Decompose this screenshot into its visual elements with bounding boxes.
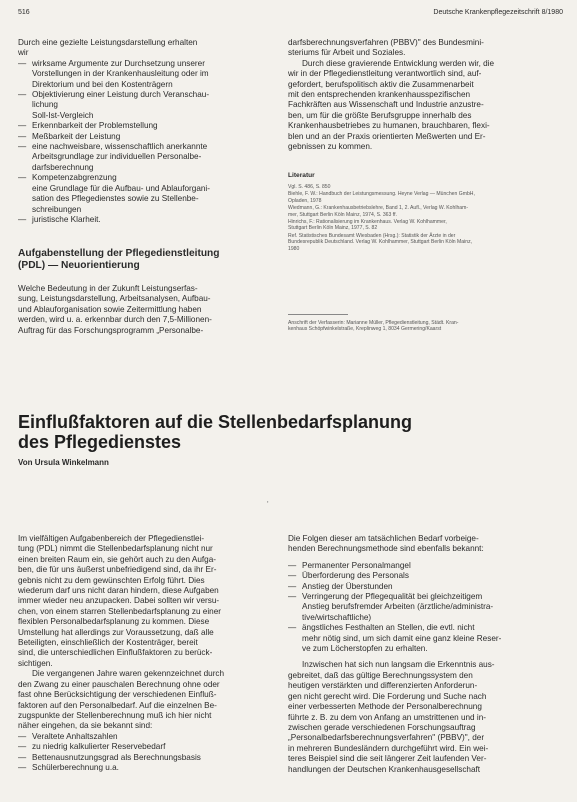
col4-intro: Die Folgen dieser am tatsächlichen Bedarf vorbeige- henden Berechnungsmethode sind ebenfalls bekannt: <box>288 534 484 554</box>
literature-item: Biehle, F. W.: Handbuch der Leistungsmessung. Heyne Verlag — München GmbH, Opladen, 1978 <box>288 191 475 204</box>
col2-paragraph-1: darfsberechnungsverfahren (PBBV)" des Bundesmini- steriums für Arbeit und Soziales. <box>288 38 484 58</box>
col3-paragraph-1: Im vielfältigen Aufgabenbereich der Pflegedienstlei- tung (PDL) nimmt die Stellenbedarfsplanung nicht nur einen breiten Raum ein, sie gehört auch zu den Aufga- ben, die für uns äußerst unbefriedigend sind, da ihr Er- gebnis nicht zu dem gewünschten Erfolg führt. Dies wiederum darf uns nicht daran hindern, diese Aufgaben immer wieder neu anzupacken. Dabei sollten wir versu- chen, von einem starren Stellenbedarfsplanung zu einer flexiblen Personalbedarfsplanung zu kommen. Diese Umstellung hat allerdings zur Voraussetzung, daß alle Beteiligten, einschließlich der Kostenträger, bereit sind, die unterschiedlichen Einflußfaktoren zu berück- sichtigen. <box>18 534 221 668</box>
col3-paragraph-2: Die vergangenen Jahre waren gekennzeichnet durch den Zwang zu einer pauschalen Berechnung ohne oder fast ohne Berücksichtigung der verschiedenen Einfluß- faktoren auf den Personalbedarf. Auf die einzelnen Be- zugspunkte der Stellenberechnung muß ich hier nicht näher eingehen, da sie bekannt sind: <box>18 669 225 731</box>
col2-paragraph-2: Durch diese gravierende Entwicklung werden wir, die wir in der Pflegedienstleitung verantwortlich sind, auf- gefordert, berufspolitisch aktiv die Zusammenarbeit mit den entsprechenden krankenhausspezifischen Fachkräften aus Wissenschaft und Industrie anzustre- ben, um für die größte Berufsgruppe innerhalb des Krankenhausbetriebes zu humanen, brauchbaren, flexi- blen und an der Praxis orientierten Meßwerten und Er- gebnissen zu kommen. <box>288 58 495 152</box>
section-heading: Aufgabenstellung der Pflegedienstleitung (PDL) — Neuorientierung <box>18 248 220 271</box>
list-item: — zu niedrig kalkulierter Reservebedarf <box>18 742 270 752</box>
benefit-list <box>18 59 270 226</box>
list-item: — Veraltete Anhaltszahlen <box>18 732 270 742</box>
list-item: — Überforderung des Personals <box>288 571 556 581</box>
factor-list <box>18 732 270 774</box>
author-address: Anschrift der Verfasserin: Marianne Müller, Pflegedienstleitung, Städt. Kran- kenhaus Schöpfwinkelstraße, Kreplinweg 1, 8034 Germering/Kaarst <box>288 320 459 333</box>
stray-mark: ' <box>267 500 269 509</box>
section-paragraph: Welche Bedeutung in der Zukunft Leistungserfas- sung, Leistungsdarstellung, Arbeitsanalysen, Aufbau- und Ablauforganisation sowie Zeitermittlung haben werden, wird u. a. erkennbar durch den 7,5-Millionen- Auftrag für das Forschungsprogramm „Personalbe- <box>18 284 212 335</box>
literature-item: Wiedmann, G.: Krankenhausbetriebslehre, Band 1, 2. Aufl., Verlag W. Kohlham- mer, Stuttgart Berlin Köln Mainz, 1974, S. 363 ff. <box>288 205 469 218</box>
list-item: — eine nachweisbare, wissenschaftlich anerkannte Arbeitsgrundlage zur individuellen Personalbe- darfsberechnung <box>18 142 270 173</box>
consequence-list <box>288 561 556 655</box>
literature-title: Literatur <box>288 172 315 179</box>
list-item: — Verringerung der Pflegequalität bei gleichzeitigem Anstieg berufsfremder Arbeiten (ärztliche/administra- tive/wirtschaftliche) <box>288 592 556 623</box>
list-item: — wirksame Argumente zur Durchsetzung unserer Vorstellungen in der Krankenhausleitung oder im Direktorium und bei den Kostenträgern <box>18 59 270 90</box>
list-item: — ängstliches Festhalten an Stellen, die evtl. nicht mehr nötig sind, um sich damit eine ganz kleine Reser- ve zum Löcherstopfen zu erhalten. <box>288 623 556 654</box>
list-item: — Erkennbarkeit der Problemstellung <box>18 121 270 131</box>
footnote-divider <box>288 314 348 315</box>
list-item: — Anstieg der Überstunden <box>288 582 556 592</box>
col1-intro: Durch eine gezielte Leistungsdarstellung erhalten wir <box>18 38 198 58</box>
list-item: — Meßbarkeit der Leistung <box>18 132 270 142</box>
list-item: — juristische Klarheit. <box>18 215 270 225</box>
list-item: — Schülerberechnung u.a. <box>18 763 270 773</box>
article-title: Einflußfaktoren auf die Stellenbedarfsplanung des Pflegedienstes <box>18 412 413 452</box>
column-4 <box>288 534 556 775</box>
list-item: — Permanenter Personalmangel <box>288 561 556 571</box>
literature-item: Ref. Statistisches Bundesamt Wiesbaden (Hrsg.): Statistik der Ärzte in der Bundesrepublik Deutschland. Verlag W. Kohlhammer, Stuttgart Berlin Köln Mainz, 1980 <box>288 232 473 252</box>
literature-item: Hinrichs, F.: Rationalisierung im Krankenhaus. Verlag W. Kohlhammer, Stuttgart Berlin Köln Mainz, 1977, S. 82 <box>288 219 447 232</box>
literature-list <box>288 184 556 253</box>
journal-header: Deutsche Krankenpflegezeitschrift 8/1980 <box>433 9 563 16</box>
literature-item: Vgl. S. 486, S. 850 <box>288 184 331 190</box>
column-3 <box>18 534 270 773</box>
page-number: 516 <box>18 9 30 16</box>
list-item: — Bettenausnutzungsgrad als Berechnungsbasis <box>18 753 270 763</box>
column-1 <box>18 38 270 225</box>
article-byline: Von Ursula Winkelmann <box>18 458 109 467</box>
list-item: — Objektivierung einer Leistung durch Veranschau- lichung Soll-Ist-Vergleich <box>18 90 270 121</box>
list-item: — Kompetenzabgrenzung eine Grundlage für die Aufbau- und Ablauforgani- sation des Pflegedienstes sowie zu Stellenbe- schreibungen <box>18 173 270 215</box>
column-2 <box>288 38 556 152</box>
col4-paragraph-2: Inzwischen hat sich nun langsam die Erkenntnis aus- gebreitet, daß das gültige Berechnungssystem den heutigen verstärkten und differenzierten Anforderun- gen nicht gerecht wird. Die Forderung und Suche nach einer verbesserten Methode der Personalberechnung führte z. B. zu dem von Anfang an umstrittenen und in- zwischen gerade verschiedenen Forschungsauftrag „Personalbedarfsberechnungsverfahren" (PBBV)", der in mehreren Bundesländern durchgeführt wird. Ein wei- teres Beispiel sind die seit längerer Zeit laufenden Ver- handlungen der Deutschen Krankenhausgesellschaft <box>288 660 495 774</box>
